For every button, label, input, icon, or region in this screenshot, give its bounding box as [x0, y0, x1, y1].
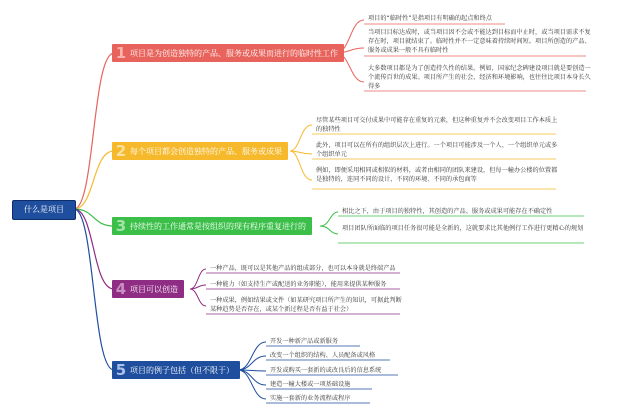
- leaf-text: 项目的“临时性”是指项目有明确的起点和终点: [368, 15, 492, 22]
- leaf-2-2: [316, 141, 562, 159]
- branch-node-2[interactable]: [112, 142, 288, 160]
- branch-number-2: 2: [115, 142, 127, 160]
- branch-node-1[interactable]: [112, 44, 344, 62]
- leaf-2-3: [316, 166, 562, 184]
- leaf-1-3: [368, 64, 592, 91]
- leaf-5-2: [270, 351, 430, 360]
- leaf-text: 当项目目标达成时，或当项目因不会或不能达到目标而中止时，或当项目需求不复存在时，项目就结束了。临时性并不一定意味着持续时间短。项目所创造的产品、服务或成果一般不具有临时性: [368, 29, 591, 54]
- leaf-text: 开发一种新产品或新服务: [270, 338, 339, 345]
- leaf-text: 此外，项目可以在所有的组织层次上进行。一个项目可能涉及一个人、一个组织单元或多个组织单元: [316, 142, 558, 158]
- root-node[interactable]: 什么是项目: [12, 200, 76, 220]
- connector-root-branch-1: [74, 53, 114, 209]
- branch-label-4: 项目可以创造: [130, 284, 178, 294]
- leaf-3-2: [342, 224, 586, 233]
- connector-root-branch-4: [74, 209, 114, 289]
- leaf-text: 建造一幢大楼或一项基础设施: [270, 381, 351, 388]
- leaf-text: 相比之下，由于项目的独特性，其创造的产品、服务或成果可能存在不确定性: [342, 208, 553, 215]
- leaf-text: 改变一个组织的结构、人员配备或风格: [270, 352, 376, 359]
- branch-number-5: 5: [115, 361, 127, 379]
- branch-label-1: 项目是为创造独特的产品、服务或成果而进行的临时性工作: [130, 48, 338, 58]
- leaf-5-3: [270, 366, 430, 375]
- leaf-text: 实施一套新的业务流程或程序: [270, 395, 351, 402]
- leaf-text: 尽管某些项目可交付成果中可能存在重复的元素，但这种重复并不会改变项目工作本质上的独特性: [316, 117, 558, 133]
- leaf-5-5: [270, 394, 430, 403]
- leaf-2-1: [316, 116, 562, 134]
- branch-label-2: 每个项目都会创造独特的产品、服务或成果: [130, 146, 282, 156]
- leaf-1-2: [368, 28, 592, 55]
- leaf-text: 开发或购买一套新的或改良后的信息系统: [270, 367, 382, 374]
- leaf-3-1: [342, 207, 586, 216]
- connector-root-branch-2: [74, 151, 114, 209]
- branch-node-4[interactable]: [112, 280, 184, 298]
- leaf-text: 一种能力（如支持生产或配送的业务职能），能用来提供某种服务: [210, 281, 387, 288]
- leaf-text: 一种成果，例如结果或文件（如某研究项目所产生的知识，可据此判断某种趋势是否存在，或某个新过程是否有益于社会）: [210, 297, 402, 313]
- branch-label-3: 持续性的工作通常是按组织的现有程序重复进行的: [130, 221, 306, 231]
- branch-label-5: 项目的例子包括（但不限于）: [130, 365, 234, 375]
- leaf-text: 一种产品，既可以是其他产品的组成部分，也可以本身就是终端产品: [210, 265, 396, 272]
- branch-node-5[interactable]: [112, 361, 240, 379]
- leaf-4-3: [210, 296, 406, 314]
- branch-node-3[interactable]: [112, 217, 312, 235]
- branch-number-1: 1: [115, 44, 127, 62]
- leaf-4-1: [210, 264, 406, 273]
- leaf-5-4: [270, 380, 430, 389]
- connector-root-branch-5: [74, 209, 114, 370]
- branch-number-3: 3: [115, 217, 127, 235]
- leaf-text: 大多数项目都是为了创造持久性的结果。例如，国家纪念碑建设项目就是要创造一个流传百世的成果。项目所产生的社会、经济和环境影响，也往往比项目本身长久得多: [368, 65, 591, 90]
- leaf-text: 例如，即便采用相同或相似的材料，或者由相同的团队来建设，但每一幢办公楼的位置都是独特的，连同不同的设计、不同的环境、不同的承包商等: [316, 167, 558, 183]
- branch-number-4: 4: [115, 280, 127, 298]
- leaf-text: 项目团队所面临的项目任务很可能是全新的，这就要求比其他例行工作进行更精心的规划: [342, 225, 584, 232]
- leaf-5-1: [270, 337, 430, 346]
- leaf-1-1: [368, 14, 508, 23]
- leaf-4-2: [210, 280, 406, 289]
